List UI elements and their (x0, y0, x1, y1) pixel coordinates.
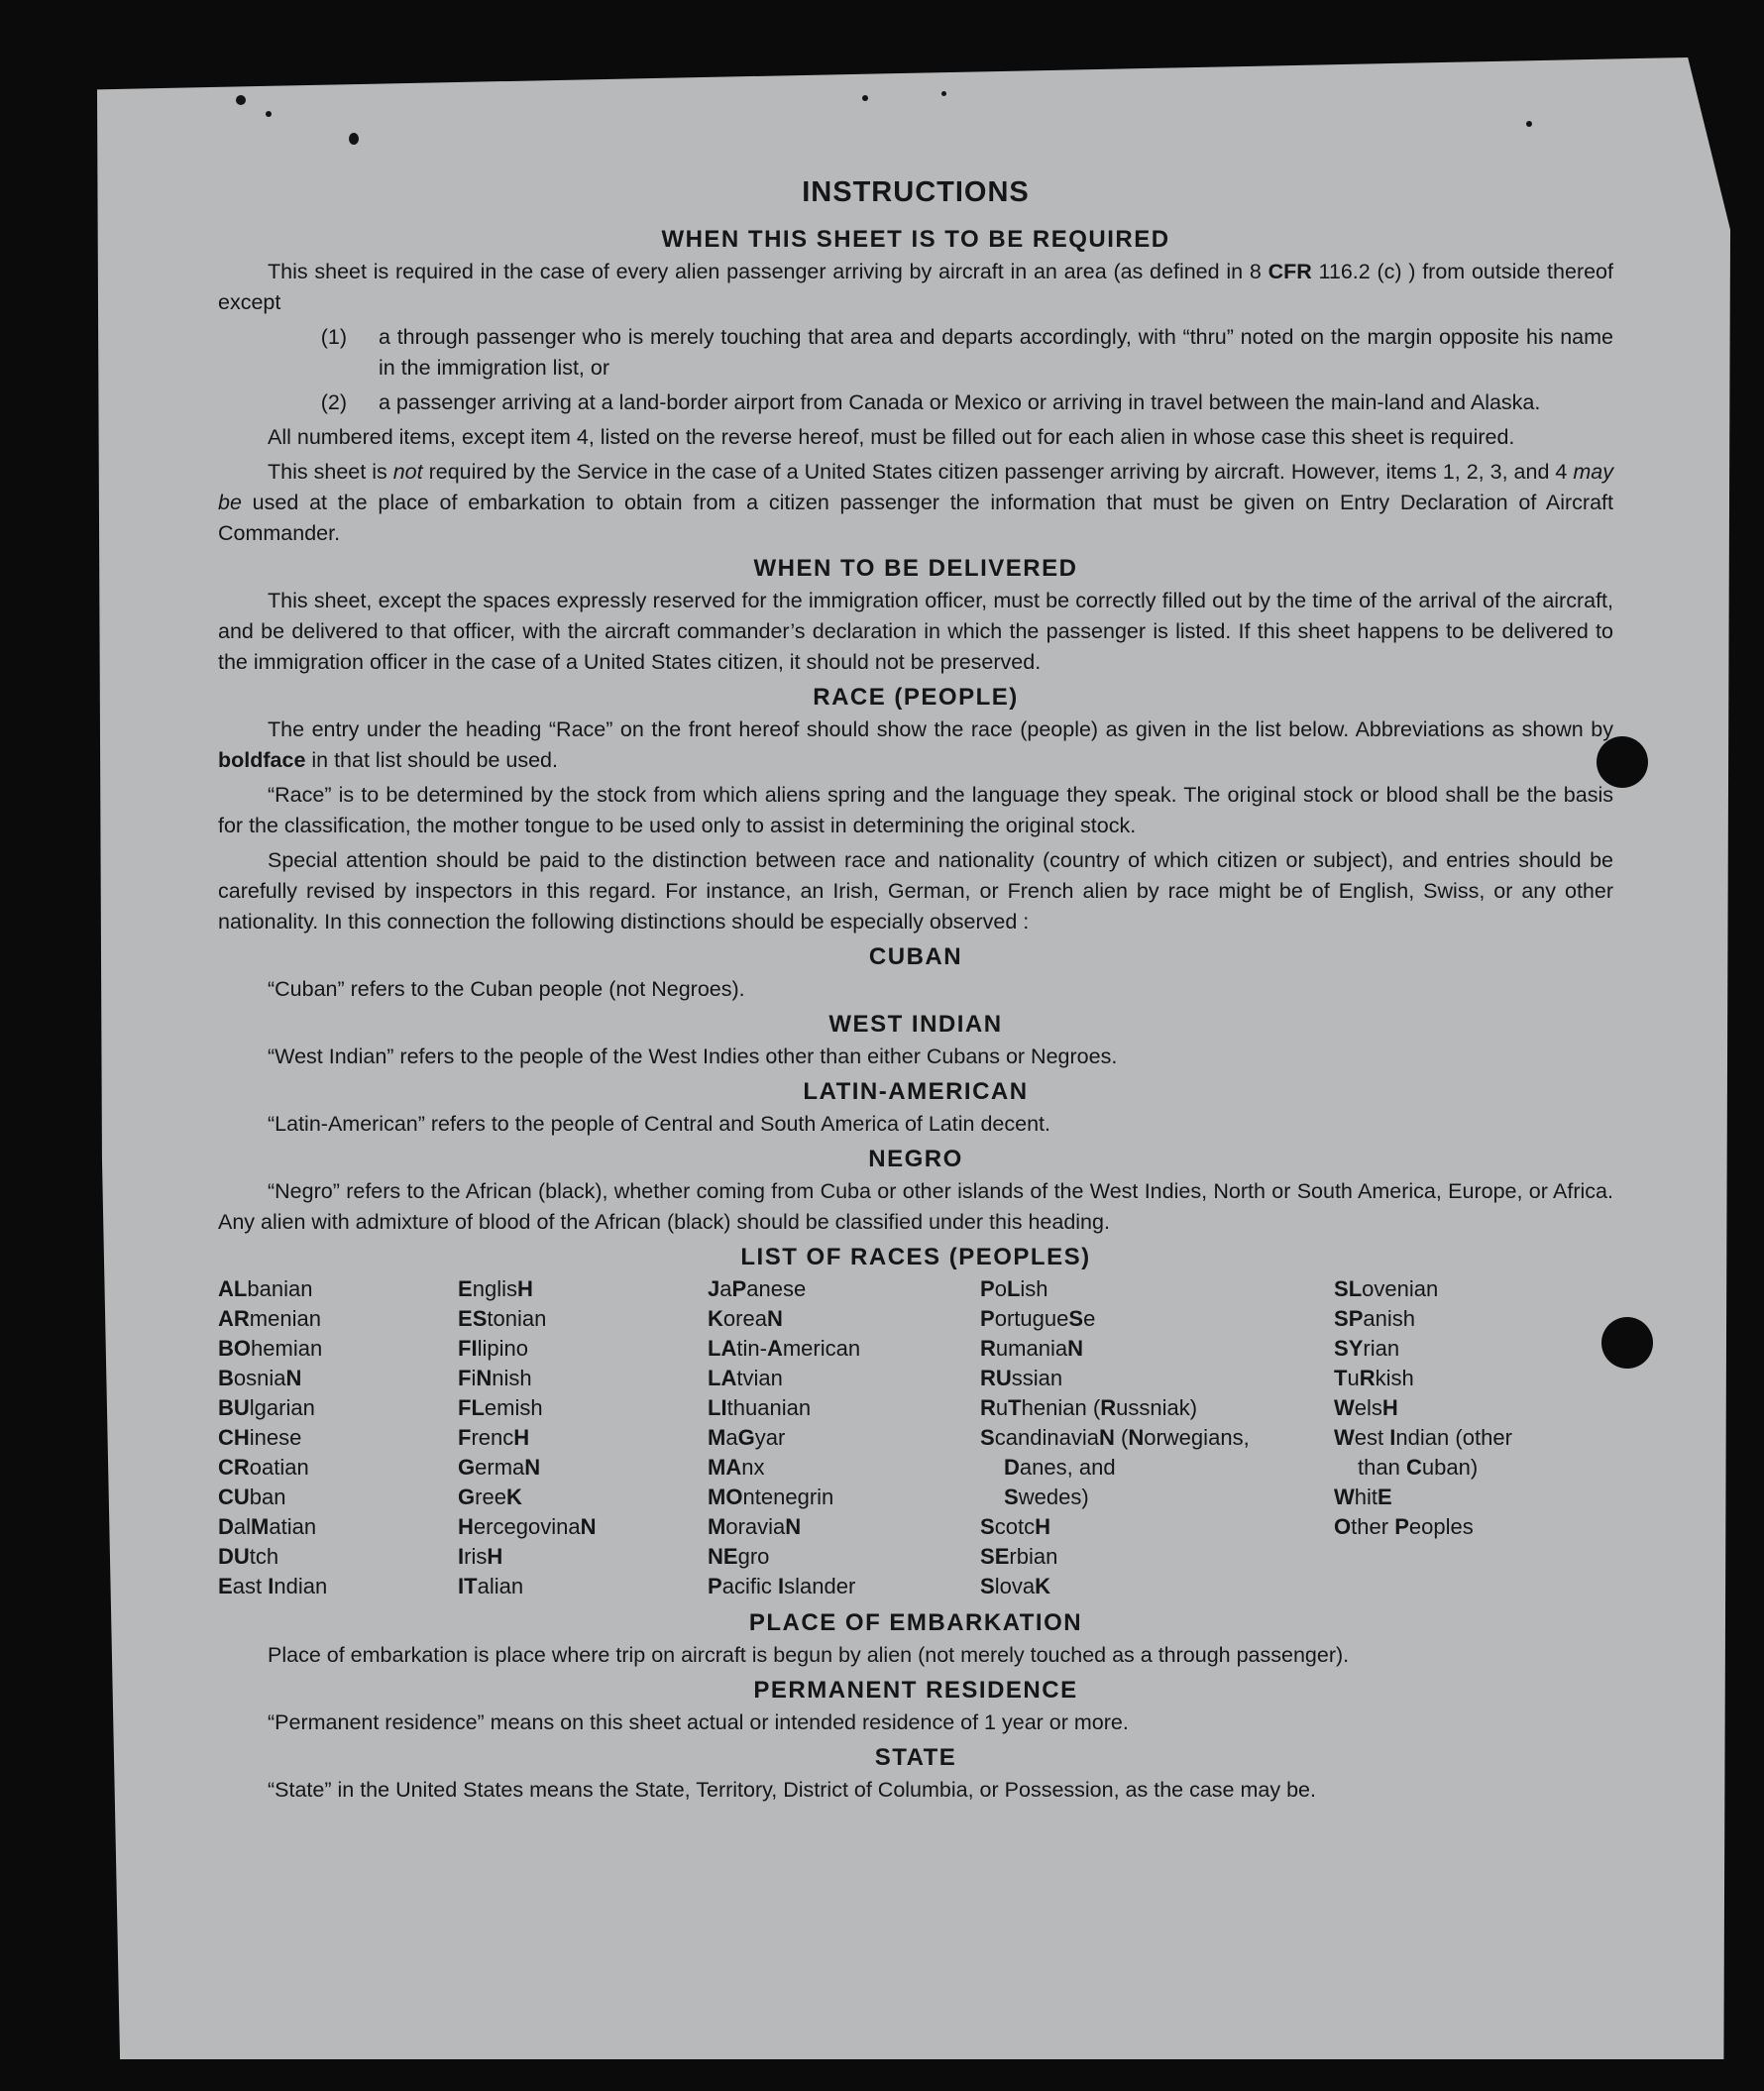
race-entry: CRoatian (218, 1455, 309, 1480)
paragraph-west-indian: “West Indian” refers to the people of the West Indies other than either Cubans or Negroes. (268, 1045, 1118, 1068)
race-entry: SLovenian (1334, 1276, 1439, 1301)
exception-item (218, 322, 1613, 384)
paragraph-numbered-items: All numbered items, except item 4, listed on the reverse hereof, must be filled out for each alien in whose case this sheet is required. (268, 425, 1515, 449)
race-entry: East Indian (218, 1574, 328, 1598)
race-entry: MoraviaN (708, 1514, 802, 1539)
paragraph-residence: “Permanent residence” means on this sheet actual or intended residence of 1 year or more. (268, 1710, 1129, 1734)
ink-spot (941, 91, 946, 96)
emphasis-not: not (392, 460, 423, 484)
race-entry: BUlgarian (218, 1395, 315, 1420)
instructions-content (218, 170, 1613, 1810)
race-entry: than Cuban) (1358, 1455, 1479, 1480)
race-entry: GreeK (458, 1485, 522, 1509)
race-entry: ITalian (458, 1574, 524, 1598)
section-heading-race: RACE (PEOPLE) (813, 684, 1019, 711)
race-entry: West Indian (other (1334, 1425, 1512, 1450)
race-entry: ScotcH (980, 1514, 1050, 1539)
paragraph-citizen (218, 457, 1613, 549)
ink-spot (862, 95, 868, 101)
race-entry: GermaN (458, 1455, 541, 1480)
race-entry: EStonian (458, 1306, 547, 1331)
section-heading-residence: PERMANENT RESIDENCE (753, 1677, 1078, 1704)
item-text: a passenger arriving at a land-border airport from Canada or Mexico or arriving in travel between the main-land and Alaska. (379, 390, 1541, 414)
race-entry: KoreaN (708, 1306, 783, 1331)
paragraph-race-entry (218, 715, 1613, 776)
exception-item (218, 387, 1613, 418)
race-entry: ARmenian (218, 1306, 321, 1331)
paragraph-cuban: “Cuban” refers to the Cuban people (not Negroes). (268, 977, 745, 1001)
emphasis-may-be: may be (218, 460, 1613, 514)
race-entry: MaGyar (708, 1425, 786, 1450)
race-entry: WhitE (1334, 1485, 1392, 1509)
paragraph-embarkation: Place of embarkation is place where trip on aircraft is begun by alien (not merely touched as a through passenger). (268, 1643, 1350, 1667)
race-column (458, 1274, 708, 1601)
race-entry: DUtch (218, 1544, 279, 1569)
race-entry: FLemish (458, 1395, 543, 1420)
race-entry: RumaniaN (980, 1336, 1083, 1361)
race-entry: RuThenian (Russniak) (980, 1395, 1198, 1420)
item-text: a through passenger who is merely touching that area and departs accordingly, with “thru” noted on the margin opposite his name in the immigration list, or (379, 325, 1613, 380)
ink-spot (349, 133, 359, 145)
boldface-word: boldface (218, 748, 306, 772)
race-entry: FIlipino (458, 1336, 528, 1361)
paragraph-state: “State” in the United States means the State, Territory, District of Columbia, or Possession, as the case may be. (268, 1778, 1316, 1802)
race-entry: Danes, and (1004, 1455, 1116, 1480)
section-heading-state: STATE (874, 1744, 957, 1771)
race-entry: LAtvian (708, 1366, 783, 1390)
race-entry: RUssian (980, 1366, 1063, 1390)
section-heading-embarkation: PLACE OF EMBARKATION (748, 1609, 1083, 1636)
race-entry: SErbian (980, 1544, 1058, 1569)
race-entry: PoLish (980, 1276, 1048, 1301)
race-entry: FiNnish (458, 1366, 532, 1390)
race-column (980, 1274, 1334, 1601)
text-run: required by the Service in the case of a United States citizen passenger arriving by aircraft. However, items 1, 2, 3, and 4 (422, 460, 1574, 484)
section-heading-delivered: WHEN TO BE DELIVERED (753, 555, 1078, 582)
race-entry: FrencH (458, 1425, 530, 1450)
race-entry: BOhemian (218, 1336, 323, 1361)
section-heading-latin-american: LATIN-AMERICAN (803, 1078, 1029, 1105)
race-entry: Pacific Islander (708, 1574, 856, 1598)
text-run: This sheet is (268, 460, 393, 484)
cfr-bold: CFR (1268, 260, 1312, 283)
section-heading-required: WHEN THIS SHEET IS TO BE REQUIRED (661, 226, 1170, 253)
race-entry: TuRkish (1334, 1366, 1414, 1390)
section-heading-west-indian: WEST INDIAN (828, 1011, 1003, 1038)
race-entry: PortugueSe (980, 1306, 1096, 1331)
race-entry: NEgro (708, 1544, 770, 1569)
race-entry: ScandinaviaN (Norwegians, (980, 1425, 1250, 1450)
race-entry: ALbanian (218, 1276, 313, 1301)
race-entry: MAnx (708, 1455, 765, 1480)
text-run: This sheet is required in the case of every alien passenger arriving by aircraft in an area (as defined in 8 (268, 260, 1268, 283)
race-entry: CUban (218, 1485, 286, 1509)
text-run: The entry under the heading “Race” on the front hereof should show the race (people) as given in the list below. Abbreviations as shown by (268, 717, 1613, 741)
race-entry: Swedes) (1004, 1485, 1089, 1509)
page-title: INSTRUCTIONS (802, 176, 1030, 208)
race-entry: SYrian (1334, 1336, 1400, 1361)
paragraph-race-definition: “Race” is to be determined by the stock from which aliens spring and the language they speak. The original stock or blood shall be the basis for the classification, the mother tongue to be used only to assist in determining the original stock. (218, 783, 1613, 837)
race-entry: Other Peoples (1334, 1514, 1474, 1539)
race-entry: SPanish (1334, 1306, 1416, 1331)
ink-spot (236, 95, 246, 105)
race-entry: DalMatian (218, 1514, 317, 1539)
paragraph-latin-american: “Latin-American” refers to the people of Central and South America of Latin decent. (268, 1112, 1050, 1136)
race-entry: JaPanese (708, 1276, 807, 1301)
paragraph-required-intro (218, 257, 1613, 318)
section-heading-negro: NEGRO (868, 1146, 963, 1172)
race-entry: LIthuanian (708, 1395, 812, 1420)
paragraph-delivered: This sheet, except the spaces expressly reserved for the immigration officer, must be correctly filled out by the time of the arrival of the aircraft, and be delivered to that officer, with the aircraft commander’s declaration in which the passenger is listed. If this sheet happens to be delivered to the immigration officer in the case of a United States citizen, it should not be preserved. (218, 589, 1613, 674)
text-run: used at the place of embarkation to obtain from a citizen passenger the information that must be given on Entry Declaration of Aircraft Commander. (218, 491, 1613, 545)
section-heading-race-list: LIST OF RACES (PEOPLES) (740, 1244, 1091, 1270)
race-entry: WelsH (1334, 1395, 1398, 1420)
race-column (1334, 1274, 1611, 1601)
race-entry: SlovaK (980, 1574, 1050, 1598)
race-column (708, 1274, 980, 1601)
paragraph-negro: “Negro” refers to the African (black), whether coming from Cuba or other islands of the West Indies, North or South America, Europe, or Africa. Any alien with admixture of blood of the African (black) should be classified under this heading. (218, 1179, 1613, 1234)
race-entry: LAtin-American (708, 1336, 861, 1361)
race-column (218, 1274, 458, 1601)
ink-spot (266, 111, 272, 117)
text-run: 116.2 (c) ) from outside thereof except (218, 260, 1613, 314)
paragraph-race-nationality: Special attention should be paid to the distinction between race and nationality (country of which citizen or subject), and entries should be carefully revised by inspectors in this regard. For instance, an Irish, German, or French alien by race might be of English, Swiss, or any other nationality. In this connection the following distinctions should be especially observed : (218, 848, 1613, 934)
race-entry: EnglisH (458, 1276, 533, 1301)
race-entry: IrisH (458, 1544, 503, 1569)
item-number: (1) (320, 325, 347, 349)
race-entry: BosniaN (218, 1366, 302, 1390)
race-entry: MOntenegrin (708, 1485, 834, 1509)
section-heading-cuban: CUBAN (868, 943, 963, 970)
race-entry: HercegovinaN (458, 1514, 597, 1539)
race-entry: CHinese (218, 1425, 302, 1450)
race-list (218, 1274, 1613, 1601)
text-run: in that list should be used. (305, 748, 558, 772)
item-number: (2) (320, 390, 347, 414)
ink-spot (1526, 121, 1532, 127)
